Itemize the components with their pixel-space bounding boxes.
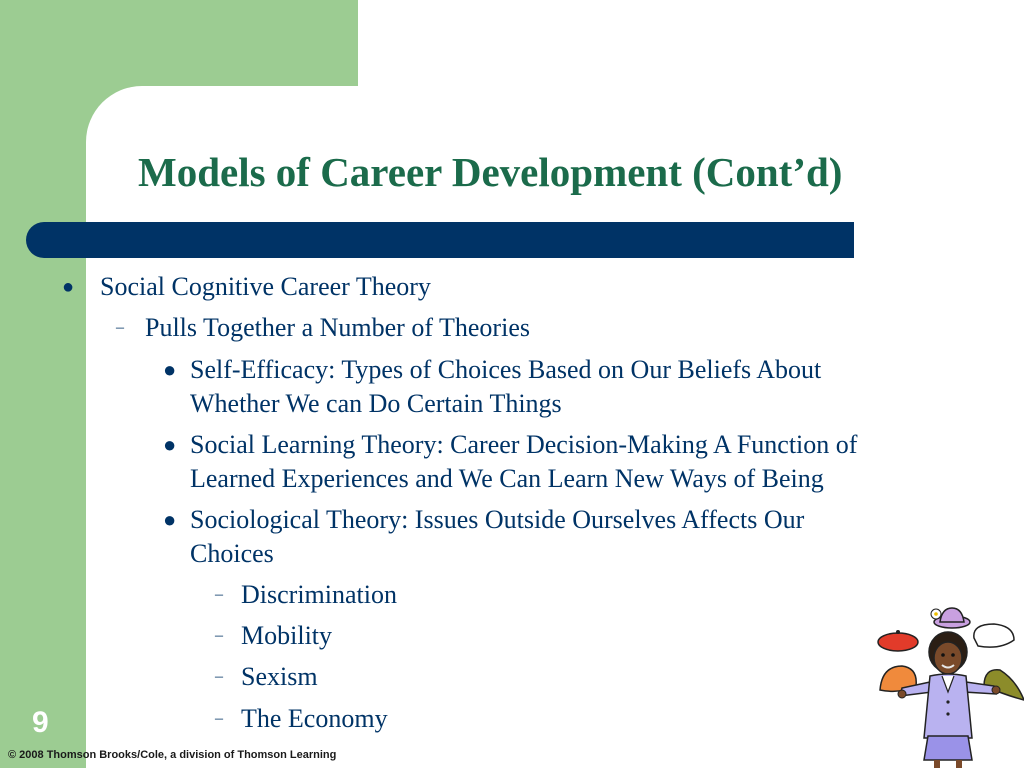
- bullet-level2: Pulls Together a Number of Theories: [145, 313, 530, 342]
- dash-icon: –: [215, 627, 223, 644]
- sociological-line1: Sociological Theory: Issues Outside Ourselves Affects Our: [190, 505, 805, 534]
- bullet-dot-icon: ●: [163, 432, 177, 457]
- bullet-dot-icon: ●: [163, 357, 177, 382]
- sub-item-mobility: Mobility: [241, 621, 333, 650]
- slide-number: 9: [32, 706, 49, 739]
- bullet-dot-icon: ●: [163, 507, 177, 532]
- sub-item-sexism: Sexism: [241, 662, 318, 691]
- bullet-dot-icon: ●: [62, 276, 75, 298]
- social-learning-line1: Social Learning Theory: Career Decision-Making A Function of: [190, 430, 858, 459]
- slide-title: Models of Career Development (Cont’d): [138, 149, 843, 195]
- self-efficacy-line2: Whether We can Do Certain Things: [190, 389, 562, 418]
- bullet-level1: Social Cognitive Career Theory: [100, 272, 431, 301]
- dash-icon: –: [116, 319, 124, 336]
- sub-item-economy: The Economy: [241, 704, 388, 733]
- woman-juggling-hats-icon: [872, 600, 1024, 768]
- title-underline-bar: [26, 222, 854, 258]
- white-top-band: [358, 0, 1024, 90]
- dash-icon: –: [215, 710, 223, 727]
- copyright-footer: © 2008 Thomson Brooks/Cole, a division of Thomson Learning: [8, 749, 337, 761]
- self-efficacy-line1: Self-Efficacy: Types of Choices Based on Our Beliefs About: [190, 355, 822, 384]
- dash-icon: –: [215, 586, 223, 603]
- dash-icon: –: [215, 668, 223, 685]
- social-learning-line2: Learned Experiences and We Can Learn New Ways of Being: [190, 464, 824, 493]
- sub-item-discrimination: Discrimination: [241, 580, 397, 609]
- sociological-line2: Choices: [190, 539, 274, 568]
